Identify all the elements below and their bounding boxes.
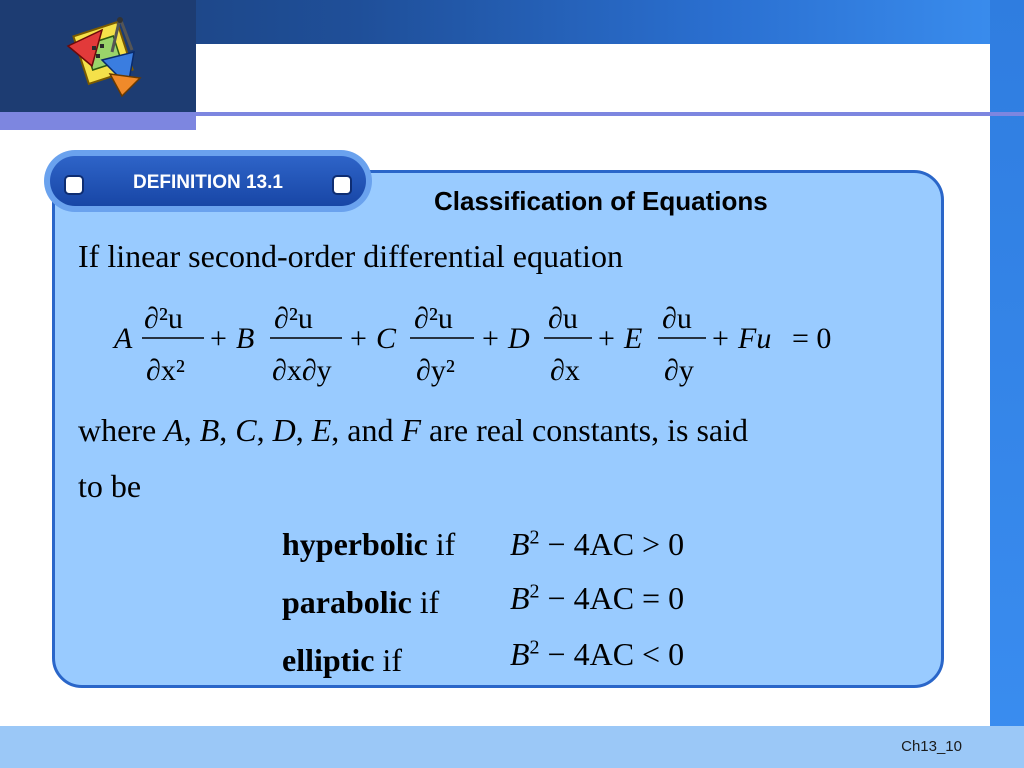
condition-parabolic-name: parabolic [282, 584, 412, 620]
intro-text: If linear second-order differential equation [78, 238, 623, 274]
condition-hyperbolic-if: if [427, 526, 456, 562]
to-be-text: to be [78, 468, 142, 504]
condition-elliptic-label [282, 642, 402, 679]
hyperbolic-rest: − 4AC > 0 [539, 526, 685, 562]
plus-2: + [350, 322, 367, 355]
frac-b-den: ∂x∂y [272, 354, 332, 387]
coef-b: B [236, 322, 255, 355]
frac-d-num: ∂u [548, 302, 578, 335]
parabolic-b: B [510, 580, 530, 616]
pde-equation [108, 284, 868, 394]
where-coef-b: B [199, 412, 220, 448]
header-rule-thick [0, 112, 196, 130]
condition-hyperbolic-expr [510, 526, 684, 563]
hyperbolic-sup: 2 [529, 526, 540, 549]
where-coef-e: E [311, 412, 332, 448]
plus-3: + [482, 322, 499, 355]
where-tail: are real constants, is said [421, 412, 749, 448]
where-sep-5: , and [331, 412, 402, 448]
parabolic-rest: − 4AC = 0 [539, 580, 685, 616]
frac-e-den: ∂y [664, 354, 694, 387]
frac-d-den: ∂x [550, 354, 580, 387]
condition-parabolic-expr [510, 580, 684, 617]
definition-badge-label: DEFINITION 13.1 [133, 172, 283, 193]
elliptic-b: B [510, 636, 530, 672]
where-lead: where [78, 412, 165, 448]
footer-band [0, 726, 1024, 768]
header-rule [196, 112, 1024, 116]
where-sep-2: , [219, 412, 236, 448]
condition-elliptic-if: if [374, 642, 402, 678]
condition-parabolic-if: if [411, 584, 440, 620]
frac-c-num: ∂²u [414, 302, 453, 335]
condition-parabolic-label [282, 584, 439, 621]
plus-5: + [712, 322, 729, 355]
elliptic-rest: − 4AC < 0 [539, 636, 685, 672]
where-sep-1: , [183, 412, 200, 448]
hyperbolic-b: B [510, 526, 530, 562]
condition-elliptic-name: elliptic [282, 642, 375, 678]
definition-badge [44, 150, 372, 212]
title-area [196, 44, 990, 112]
equals-zero: = 0 [792, 322, 832, 355]
where-text [78, 412, 748, 449]
condition-hyperbolic-name: hyperbolic [282, 526, 428, 562]
frac-c-den: ∂y² [416, 354, 455, 387]
where-coef-c: C [235, 412, 257, 448]
plus-4: + [598, 322, 615, 355]
condition-hyperbolic-label [282, 526, 455, 563]
coef-c: C [376, 322, 397, 355]
parabolic-sup: 2 [529, 580, 540, 603]
where-sep-3: , [256, 412, 273, 448]
where-coef-f: F [401, 412, 422, 448]
definition-badge-inner [50, 156, 366, 206]
slide-number: Ch13_10 [901, 738, 962, 755]
where-coef-a: A [164, 412, 184, 448]
coef-d: D [508, 322, 530, 355]
plus-1: + [210, 322, 227, 355]
coef-e: E [624, 322, 643, 355]
where-sep-4: , [295, 412, 312, 448]
frac-a-num: ∂²u [144, 302, 183, 335]
frac-a-den: ∂x² [146, 354, 185, 387]
definition-title: Classification of Equations [434, 186, 768, 216]
elliptic-sup: 2 [529, 636, 540, 659]
coef-a: A [114, 322, 133, 355]
coef-fu: Fu [738, 322, 772, 355]
condition-elliptic-expr [510, 636, 684, 673]
frac-b-num: ∂²u [274, 302, 313, 335]
badge-bullet-right [332, 175, 352, 195]
frac-e-num: ∂u [662, 302, 692, 335]
geometry-tools-clipart-icon [62, 16, 146, 100]
where-coef-d: D [272, 412, 296, 448]
